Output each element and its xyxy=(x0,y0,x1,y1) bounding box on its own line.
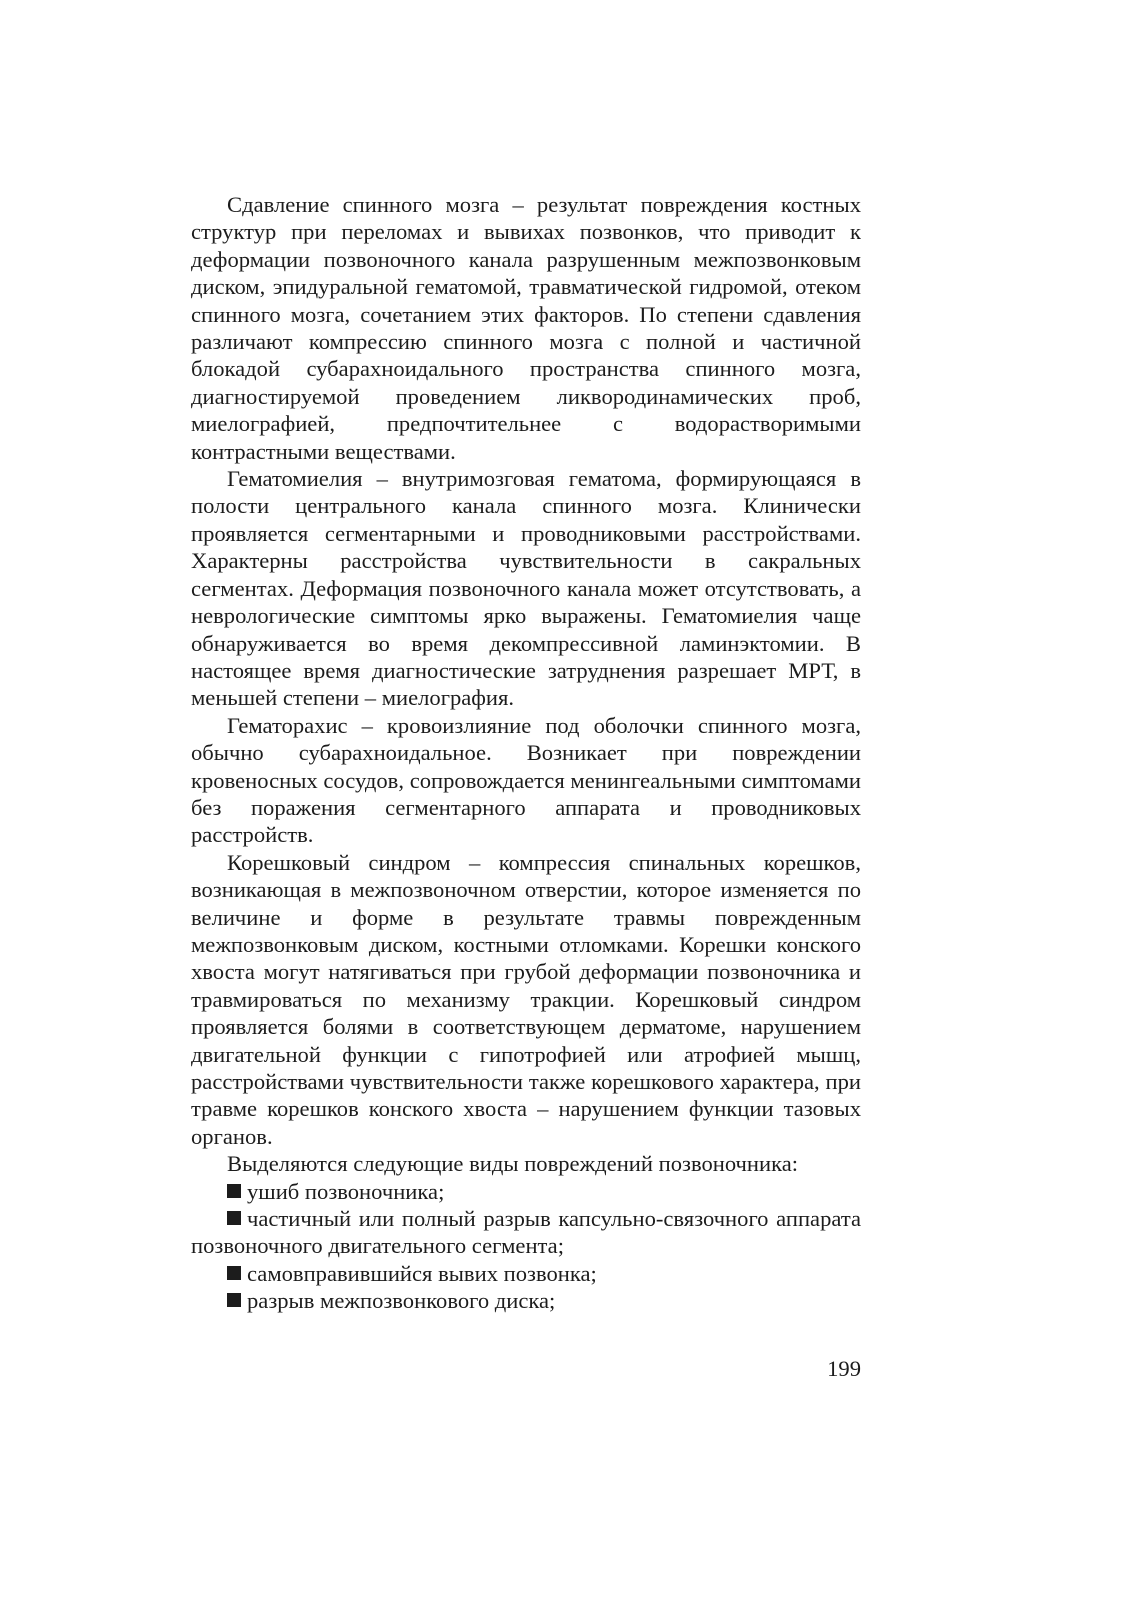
square-bullet-icon xyxy=(227,1211,241,1225)
paragraph-spinal-compression: Сдавление спинного мозга – результат повреждения костных структур при переломах и вывихах позвонков, что приводит к деформации позвоночного канала разрушенным межпозвонковым диском, эпидуральной гематомой, травматической гидромой, отеком спинного мозга, сочетанием этих факторов. По степени сдавления различают компрессию спинного мозга с полной и частичной блокадой субарахноидального пространства спинного мозга, диагностируемой проведением ликвородинамических проб, миелографией, предпочтительнее с водорастворимыми контрастными веществами. xyxy=(191,192,861,464)
paragraph-hematorachis: Гематорахис – кровоизлияние под оболочки спинного мозга, обычно субарахноидальное. Возникает при повреждении кровеносных сосудов, сопровождается менингеальными симптомами без поражения сегментарного аппарата и проводниковых расстройств. xyxy=(191,712,861,848)
list-item xyxy=(191,1178,861,1205)
body-text xyxy=(191,191,861,1315)
square-bullet-icon xyxy=(227,1293,241,1307)
list-item-text: ушиб позвоночника; xyxy=(247,1178,445,1204)
page-number: 199 xyxy=(827,1356,861,1381)
paragraph-hematomyelia: Гематомиелия – внутримозговая гематома, формирующаяся в полости центрального канала спинного мозга. Клинически проявляется сегментарными и проводниковыми расстройствами. Характерны расстройства чувствительности в сакральных сегментах. Деформация позвоночного канала может отсутствовать, а неврологические симптомы ярко выражены. Гематомиелия чаще обнаруживается во время декомпрессивной ламинэктомии. В настоящее время диагностические затруднения разрешает МРТ, в меньшей степени – миелография. xyxy=(191,466,861,711)
list-item-text: самовправившийся вывих позвонка; xyxy=(247,1260,597,1286)
injury-types-list xyxy=(191,1178,861,1315)
list-item xyxy=(191,1205,861,1260)
list-item-text: разрыв межпозвонкового диска; xyxy=(247,1288,556,1314)
list-item xyxy=(191,1260,861,1287)
square-bullet-icon xyxy=(227,1266,241,1280)
square-bullet-icon xyxy=(227,1184,241,1198)
list-item-text: частичный или полный разрыв капсульно-связочного аппарата позвоночного двигательного сегмента; xyxy=(191,1206,861,1259)
paragraph-list-intro: Выделяются следующие виды повреждений позвоночника: xyxy=(227,1151,799,1177)
list-item xyxy=(191,1287,861,1314)
paragraph-radicular-syndrome: Корешковый синдром – компрессия спинальных корешков, возникающая в межпозвоночном отверстии, которое изменяется по величине и форме в результате травмы поврежденным межпозвонковым диском, костными отломками. Корешки конского хвоста могут натягиваться при грубой деформации позвоночника и травмироваться по механизму тракции. Корешковый синдром проявляется болями в соответствующем дерматоме, нарушением двигательной функции с гипотрофией или атрофией мышц, расстройствами чувствительности также корешкового характера, при травме корешков конского хвоста – нарушением функции тазовых органов. xyxy=(191,849,861,1149)
